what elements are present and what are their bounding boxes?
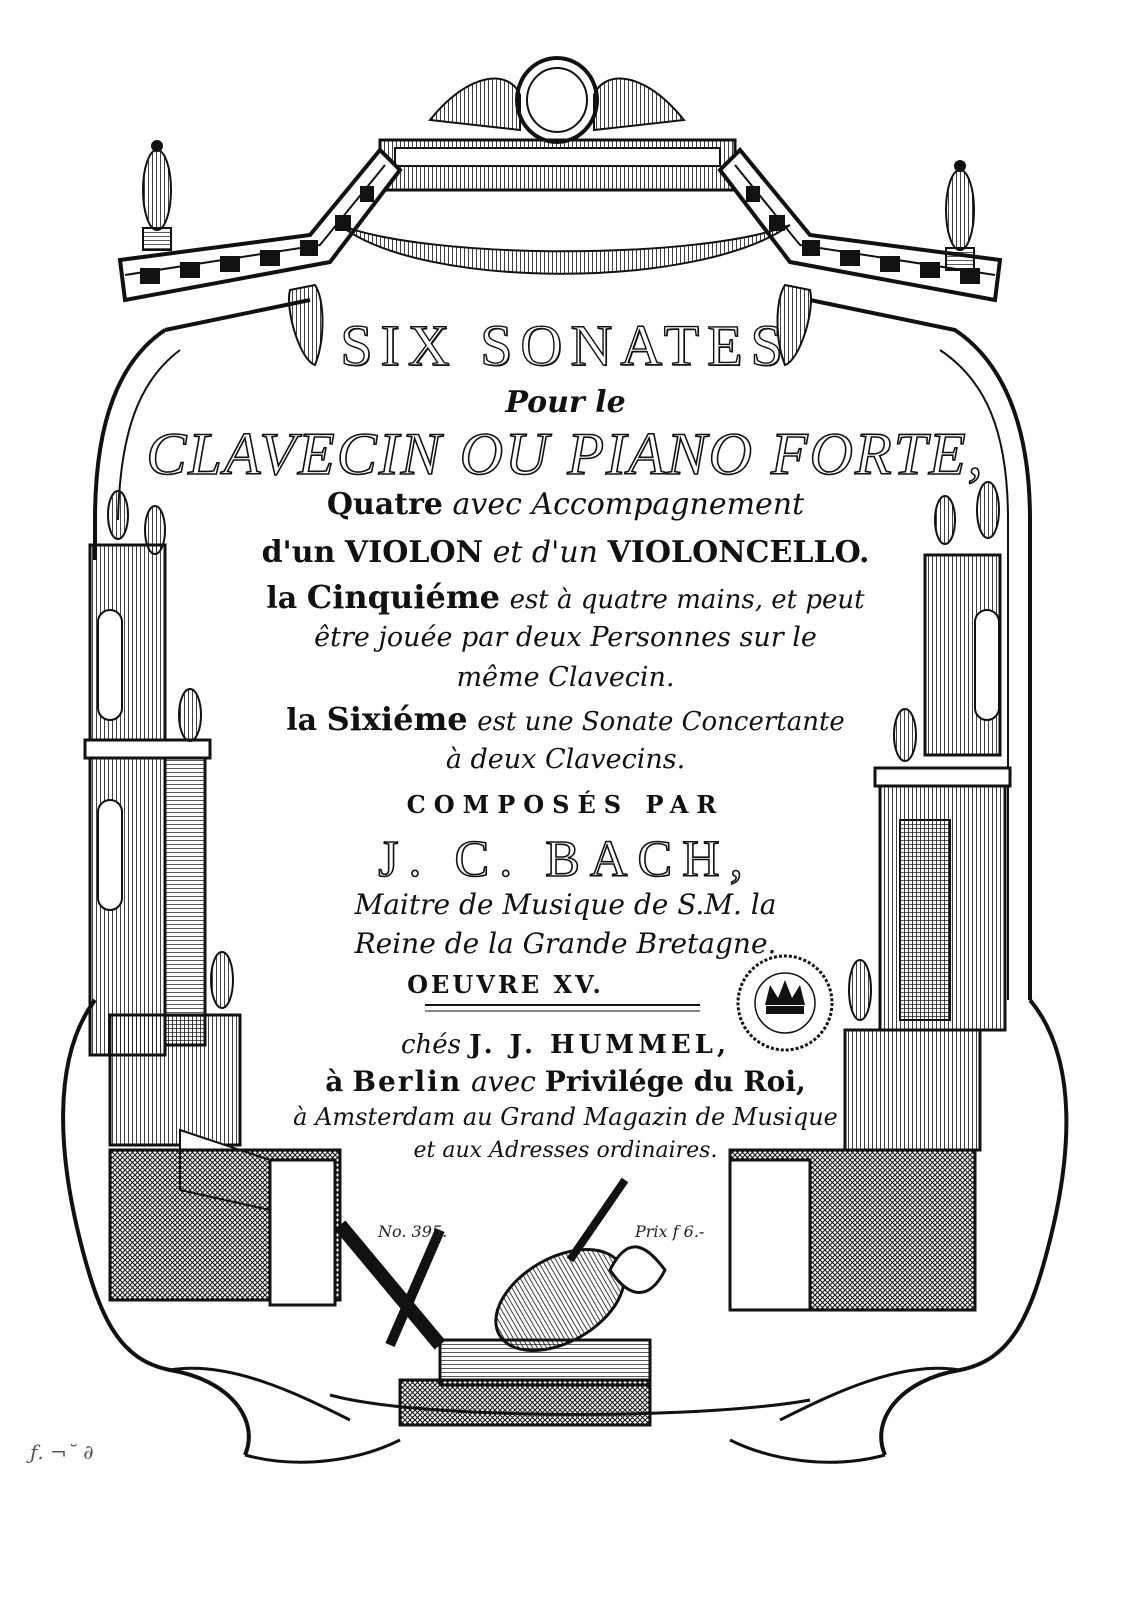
line-cinquieme <box>0 578 1131 616</box>
margin-handwriting: ƒ. ¬˘ ∂ <box>30 1440 94 1464</box>
title-six-sonates: SIX SONATES <box>340 313 791 378</box>
publisher-line-2 <box>0 1065 1131 1098</box>
position-line-1: Maitre de Musique de S.M. la <box>354 888 777 921</box>
composed-by: COMPOSÉS PAR <box>406 790 725 819</box>
line-accompaniment <box>0 487 1131 522</box>
title-instrument: CLAVECIN OU PIANO FORTE, <box>146 421 985 487</box>
plate-number: No. 395. <box>378 1222 448 1241</box>
position-line-2: Reine de la Grande Bretagne. <box>354 927 777 960</box>
word-violoncello: VIOLONCELLO. <box>607 535 870 570</box>
word-a: à <box>325 1065 344 1098</box>
word-violon: VIOLON <box>344 535 484 570</box>
top-crest <box>380 58 735 190</box>
composer-name: J. C. BACH, <box>378 831 753 888</box>
word-sixieme: Sixiéme <box>326 700 468 738</box>
publisher-name: J. J. HUMMEL, <box>469 1030 731 1060</box>
line-sixieme <box>0 700 1131 738</box>
publisher-line-3: à Amsterdam au Grand Magazin de Musique <box>293 1103 838 1131</box>
text-et-dun: et d'un <box>492 535 599 570</box>
city-berlin: Berlin <box>352 1065 463 1098</box>
line-deux-clavecins: à deux Clavecins. <box>445 744 686 775</box>
drape <box>340 225 790 274</box>
word-cinquieme: Cinquiéme <box>306 578 501 616</box>
word-quatre: Quatre <box>326 487 443 522</box>
text-privilege: Privilége du Roi, <box>544 1065 806 1098</box>
publisher-line-1 <box>0 1030 1131 1060</box>
title-pour-le: Pour le <box>505 385 626 420</box>
text-avec-accompagnement: avec Accompagnement <box>452 487 805 522</box>
word-la-2: la <box>286 703 318 738</box>
price: Prix f 6.- <box>635 1222 705 1241</box>
word-avec: avec <box>471 1065 536 1098</box>
publisher-line-4: et aux Adresses ordinaires. <box>413 1138 718 1163</box>
word-ches: chés <box>400 1030 462 1060</box>
line-violon <box>0 535 1131 570</box>
text-quatre-mains: est à quatre mains, et peut <box>509 585 865 615</box>
opus-number: OEUVRE XV. <box>407 970 604 999</box>
line-meme-clavecin: même Clavecin. <box>456 662 675 693</box>
line-etre-jouee: être jouée par deux Personnes sur le <box>314 622 817 653</box>
text-sonate-concertante: est une Sonate Concertante <box>477 707 845 737</box>
word-la-1: la <box>266 581 298 616</box>
word-dun: d'un <box>261 535 336 570</box>
